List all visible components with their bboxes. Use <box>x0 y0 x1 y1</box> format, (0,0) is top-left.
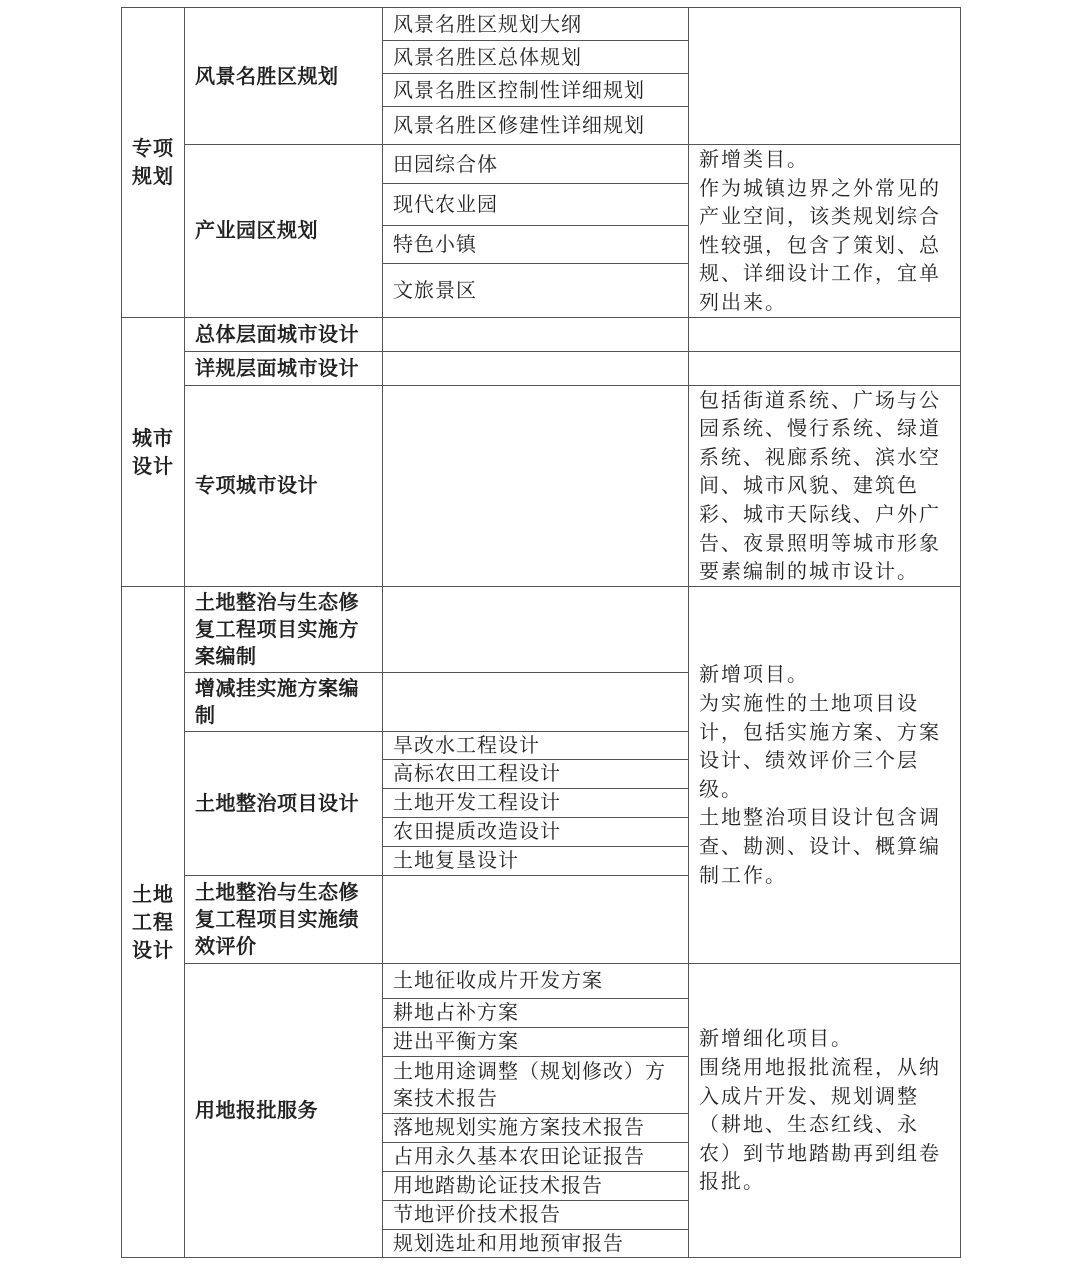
subcategory-detailed-urban-design: 详规层面城市设计 <box>185 351 383 385</box>
item-cell: 田园综合体 <box>383 145 689 184</box>
subcategory-industrial-park-planning: 产业园区规划 <box>185 145 383 318</box>
note-title: 新增细化项目。 <box>699 1026 853 1051</box>
item-cell: 风景名胜区修建性详细规划 <box>383 107 689 145</box>
category-label: 土地 工程 设计 <box>132 881 174 962</box>
item-cell: 农田提质改造设计 <box>383 817 689 846</box>
subcategory-linkage-plan: 增减挂实施方案编制 <box>185 672 383 731</box>
item-cell: 风景名胜区规划大纲 <box>383 8 689 41</box>
subcategory-scenic-planning: 风景名胜区规划 <box>185 8 383 145</box>
empty-cell <box>383 875 689 963</box>
category-urban-design <box>122 317 185 586</box>
empty-cell <box>383 385 689 586</box>
item-cell: 落地规划实施方案技术报告 <box>383 1113 689 1142</box>
category-land-engineering-design <box>122 586 185 1257</box>
empty-cell <box>383 317 689 351</box>
item-cell: 风景名胜区总体规划 <box>383 41 689 74</box>
item-cell: 土地征收成片开发方案 <box>383 963 689 998</box>
empty-cell <box>689 351 961 385</box>
item-cell: 耕地占补方案 <box>383 998 689 1027</box>
item-cell: 文旅景区 <box>383 264 689 318</box>
note-title: 新增项目。 <box>699 662 809 687</box>
category-label: 专项 规划 <box>132 136 174 189</box>
item-cell: 土地开发工程设计 <box>383 788 689 817</box>
note-body: 围绕用地报批流程，从纳入成片开发、规划调整（耕地、生态红线、永农）到节地踏勘再到组卷报批。 <box>699 1055 941 1194</box>
item-cell: 节地评价技术报告 <box>383 1200 689 1229</box>
item-cell: 进出平衡方案 <box>383 1027 689 1056</box>
category-special-planning <box>122 8 185 318</box>
note-industrial-park <box>689 145 961 318</box>
note-body: 土地整治项目设计包含调查、勘测、设计、概算编制工作。 <box>699 805 941 887</box>
subcategory-remediation-plan: 土地整治与生态修复工程项目实施方案编制 <box>185 586 383 672</box>
empty-cell <box>383 351 689 385</box>
subcategory-special-urban-design: 专项城市设计 <box>185 385 383 586</box>
note-cell-empty <box>689 8 961 145</box>
item-cell: 土地复垦设计 <box>383 846 689 875</box>
subcategory-performance-evaluation: 土地整治与生态修复工程项目实施绩效评价 <box>185 875 383 963</box>
item-cell: 高标农田工程设计 <box>383 759 689 788</box>
planning-services-table <box>121 7 961 1258</box>
item-cell: 特色小镇 <box>383 225 689 263</box>
note-land-projects <box>689 586 961 963</box>
subcategory-land-approval-service: 用地报批服务 <box>185 963 383 1257</box>
note-body: 为实施性的土地项目设计，包括实施方案、方案设计、绩效评价三个层级。 <box>699 690 941 801</box>
item-cell: 占用永久基本农田论证报告 <box>383 1142 689 1171</box>
empty-cell <box>383 586 689 672</box>
item-cell: 规划选址和用地预审报告 <box>383 1229 689 1257</box>
subcategory-overall-urban-design: 总体层面城市设计 <box>185 317 383 351</box>
item-cell: 旱改水工程设计 <box>383 731 689 759</box>
empty-cell <box>383 672 689 731</box>
item-cell: 现代农业园 <box>383 184 689 225</box>
category-label: 城市 设计 <box>132 425 174 478</box>
item-cell: 用地踏勘论证技术报告 <box>383 1171 689 1200</box>
subcategory-remediation-design: 土地整治项目设计 <box>185 731 383 875</box>
note-special-urban-design: 包括街道系统、广场与公园系统、慢行系统、绿道系统、视廊系统、滨水空间、城市风貌、建筑色彩、城市天际线、户外广告、夜景照明等城市形象要素编制的城市设计。 <box>689 385 961 586</box>
empty-cell <box>689 317 961 351</box>
note-body: 作为城镇边界之外常见的产业空间，该类规划综合性较强，包含了策划、总规、详细设计工作，宜单列出来。 <box>699 175 941 314</box>
item-cell: 风景名胜区控制性详细规划 <box>383 74 689 107</box>
note-title: 新增类目。 <box>699 147 809 171</box>
note-land-approval <box>689 963 961 1257</box>
item-cell: 土地用途调整（规划修改）方案技术报告 <box>383 1056 689 1113</box>
